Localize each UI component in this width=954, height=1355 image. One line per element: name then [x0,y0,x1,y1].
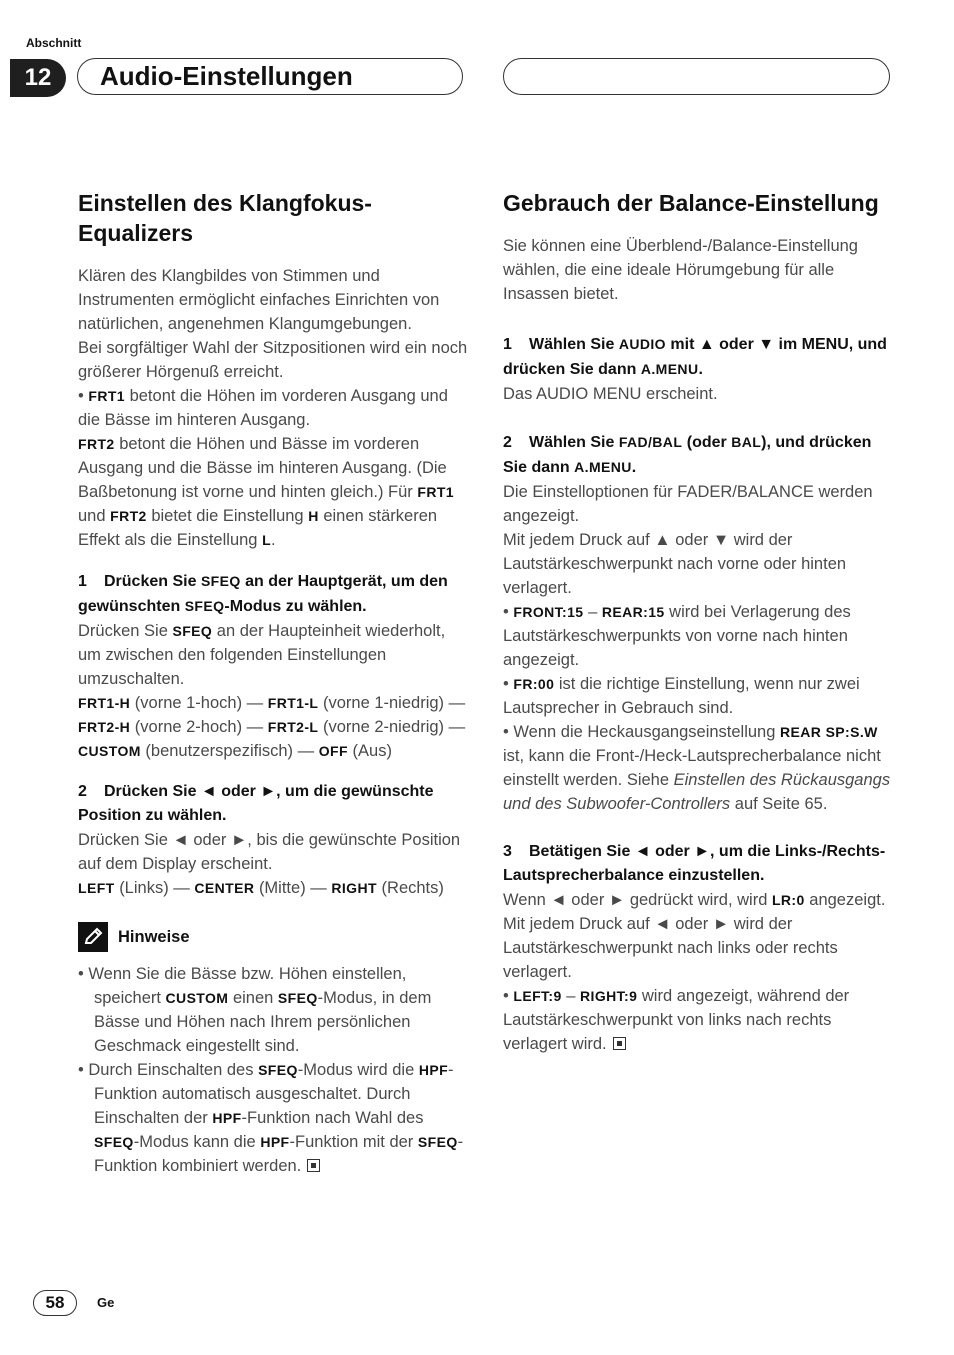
note-item: • Durch Einschalten des SFEQ-Modus wird die HPF-Funktion automatisch ausgeschaltet. Durch Einschalten der HPF-Funktion nach Wahl des SFEQ-Modus kann die HPF-Funktion mit der SFEQ-Funktion kombiniert werden. [78,1061,464,1175]
right-step-2-body-1: Die Einstelloptionen für FADER/BALANCE werden angezeigt. [503,483,873,525]
right-step-2-body-2: Mit jedem Druck auf ▲ oder ▼ wird der Lautstärkeschwerpunkt nach vorne oder hinten verlagert. [503,531,847,597]
left-step-2-body: Drücken Sie ◄ oder ►, bis die gewünschte Position auf dem Display erscheint. [78,831,461,873]
left-step-2: 2 Drücken Sie ◄ oder ►, um die gewünschte Position zu wählen. [78,783,434,824]
pencil-note-icon [78,922,108,952]
frt2-description: FRT2 betont die Höhen und Bässe im vorderen Ausgang und die Bässe im hinteren Ausgang. (Die Baßbetonung ist vorne und hinten gleich.) Für FRT1 und FRT2 bietet die Einstellung H einen stärkeren Effekt als die Einstellung L. [78,435,454,549]
notes-title: Hinweise [118,928,190,946]
note-item: • Wenn Sie die Bässe bzw. Höhen einstellen, speichert CUSTOM einen SFEQ-Modus, in dem Bässe und Höhen nach Ihrem persönlichen Geschmack eingestellt sind. [78,965,432,1055]
right-intro: Sie können eine Überblend-/Balance-Einstellung wählen, die eine ideale Hörumgebung für alle Insassen bietet. [503,237,858,303]
end-mark-icon [307,1159,320,1172]
left-right-bullet: • LEFT:9 – RIGHT:9 wird angezeigt, während der Lautstärkeschwerpunkt von links nach rechts verlagert wird. [503,987,850,1053]
section-label: Abschnitt [26,36,82,50]
front-rear-bullet: • FRONT:15 – REAR:15 wird bei Verlagerung des Lautstärkeschwerpunkts von vorne nach hinten angezeigt. [503,603,851,669]
fr00-bullet: • FR:00 ist die richtige Einstellung, wenn nur zwei Lautsprecher in Gebrauch sind. [503,675,860,717]
right-step-2: 2 Wählen Sie FAD/BAL (oder BAL), und drücken Sie dann A.MENU. [503,434,872,476]
frt1-description: • FRT1 betont die Höhen im vorderen Ausgang und die Bässe im hinteren Ausgang. [78,387,448,429]
position-list: LEFT (Links) — CENTER (Mitte) — RIGHT (Rechts) [78,879,444,897]
left-step-1: 1 Drücken Sie SFEQ an der Hauptgerät, um den gewünschten SFEQ-Modus zu wählen. [78,573,448,615]
notes-list [78,962,468,1178]
page-title: Audio-Einstellungen [100,61,353,91]
end-mark-icon [613,1037,626,1050]
chapter-number-badge: 12 [10,59,66,97]
right-column [503,188,893,1056]
empty-header-frame [503,58,890,95]
right-step-3: 3 Betätigen Sie ◄ oder ►, um die Links-/Rechts-Lautsprecherbalance einzustellen. [503,843,886,884]
rear-sp-bullet: • Wenn die Heckausgangseinstellung REAR SP:S.W ist, kann die Front-/Heck-Lautsprecherbalance nicht einstellt werden. Siehe Einstellen des Rückausgangs und des Subwoofer-Controllers auf Seite 65. [503,723,891,813]
right-heading: Gebrauch der Balance-Einstellung [503,190,879,216]
right-step-3-body: Wenn ◄ oder ► gedrückt wird, wird LR:0 angezeigt. Mit jedem Druck auf ◄ oder ► wird der Lautstärkeschwerpunkt nach links oder rechts verlagert. [503,891,886,981]
left-intro-2: Bei sorgfältiger Wahl der Sitzpositionen wird ein noch größerer Hörgenuß erreicht. [78,339,468,381]
right-step-1-body: Das AUDIO MENU erscheint. [503,385,718,403]
mode-list: FRT1-H (vorne 1-hoch) — FRT1-L (vorne 1-niedrig) — FRT2-H (vorne 2-hoch) — FRT2-L (vorne 2-niedrig) — CUSTOM (benutzerspezifisch) — OFF (Aus) [78,694,466,760]
left-heading: Einstellen des Klangfokus-Equalizers [78,190,372,246]
page-number: 58 [33,1290,77,1316]
left-intro-1: Klären des Klangbildes von Stimmen und Instrumenten ermöglicht einfaches Einrichten von natürlichen, angenehmen Klangumgebungen. [78,267,440,333]
notes-header [78,922,468,952]
left-column [78,188,468,1178]
language-code: Ge [97,1295,115,1310]
left-step-1-body: Drücken Sie SFEQ an der Haupteinheit wiederholt, um zwischen den folgenden Einstellungen umzuschalten. [78,622,446,688]
right-step-1: 1 Wählen Sie AUDIO mit ▲ oder ▼ im MENU, und drücken Sie dann A.MENU. [503,336,887,378]
